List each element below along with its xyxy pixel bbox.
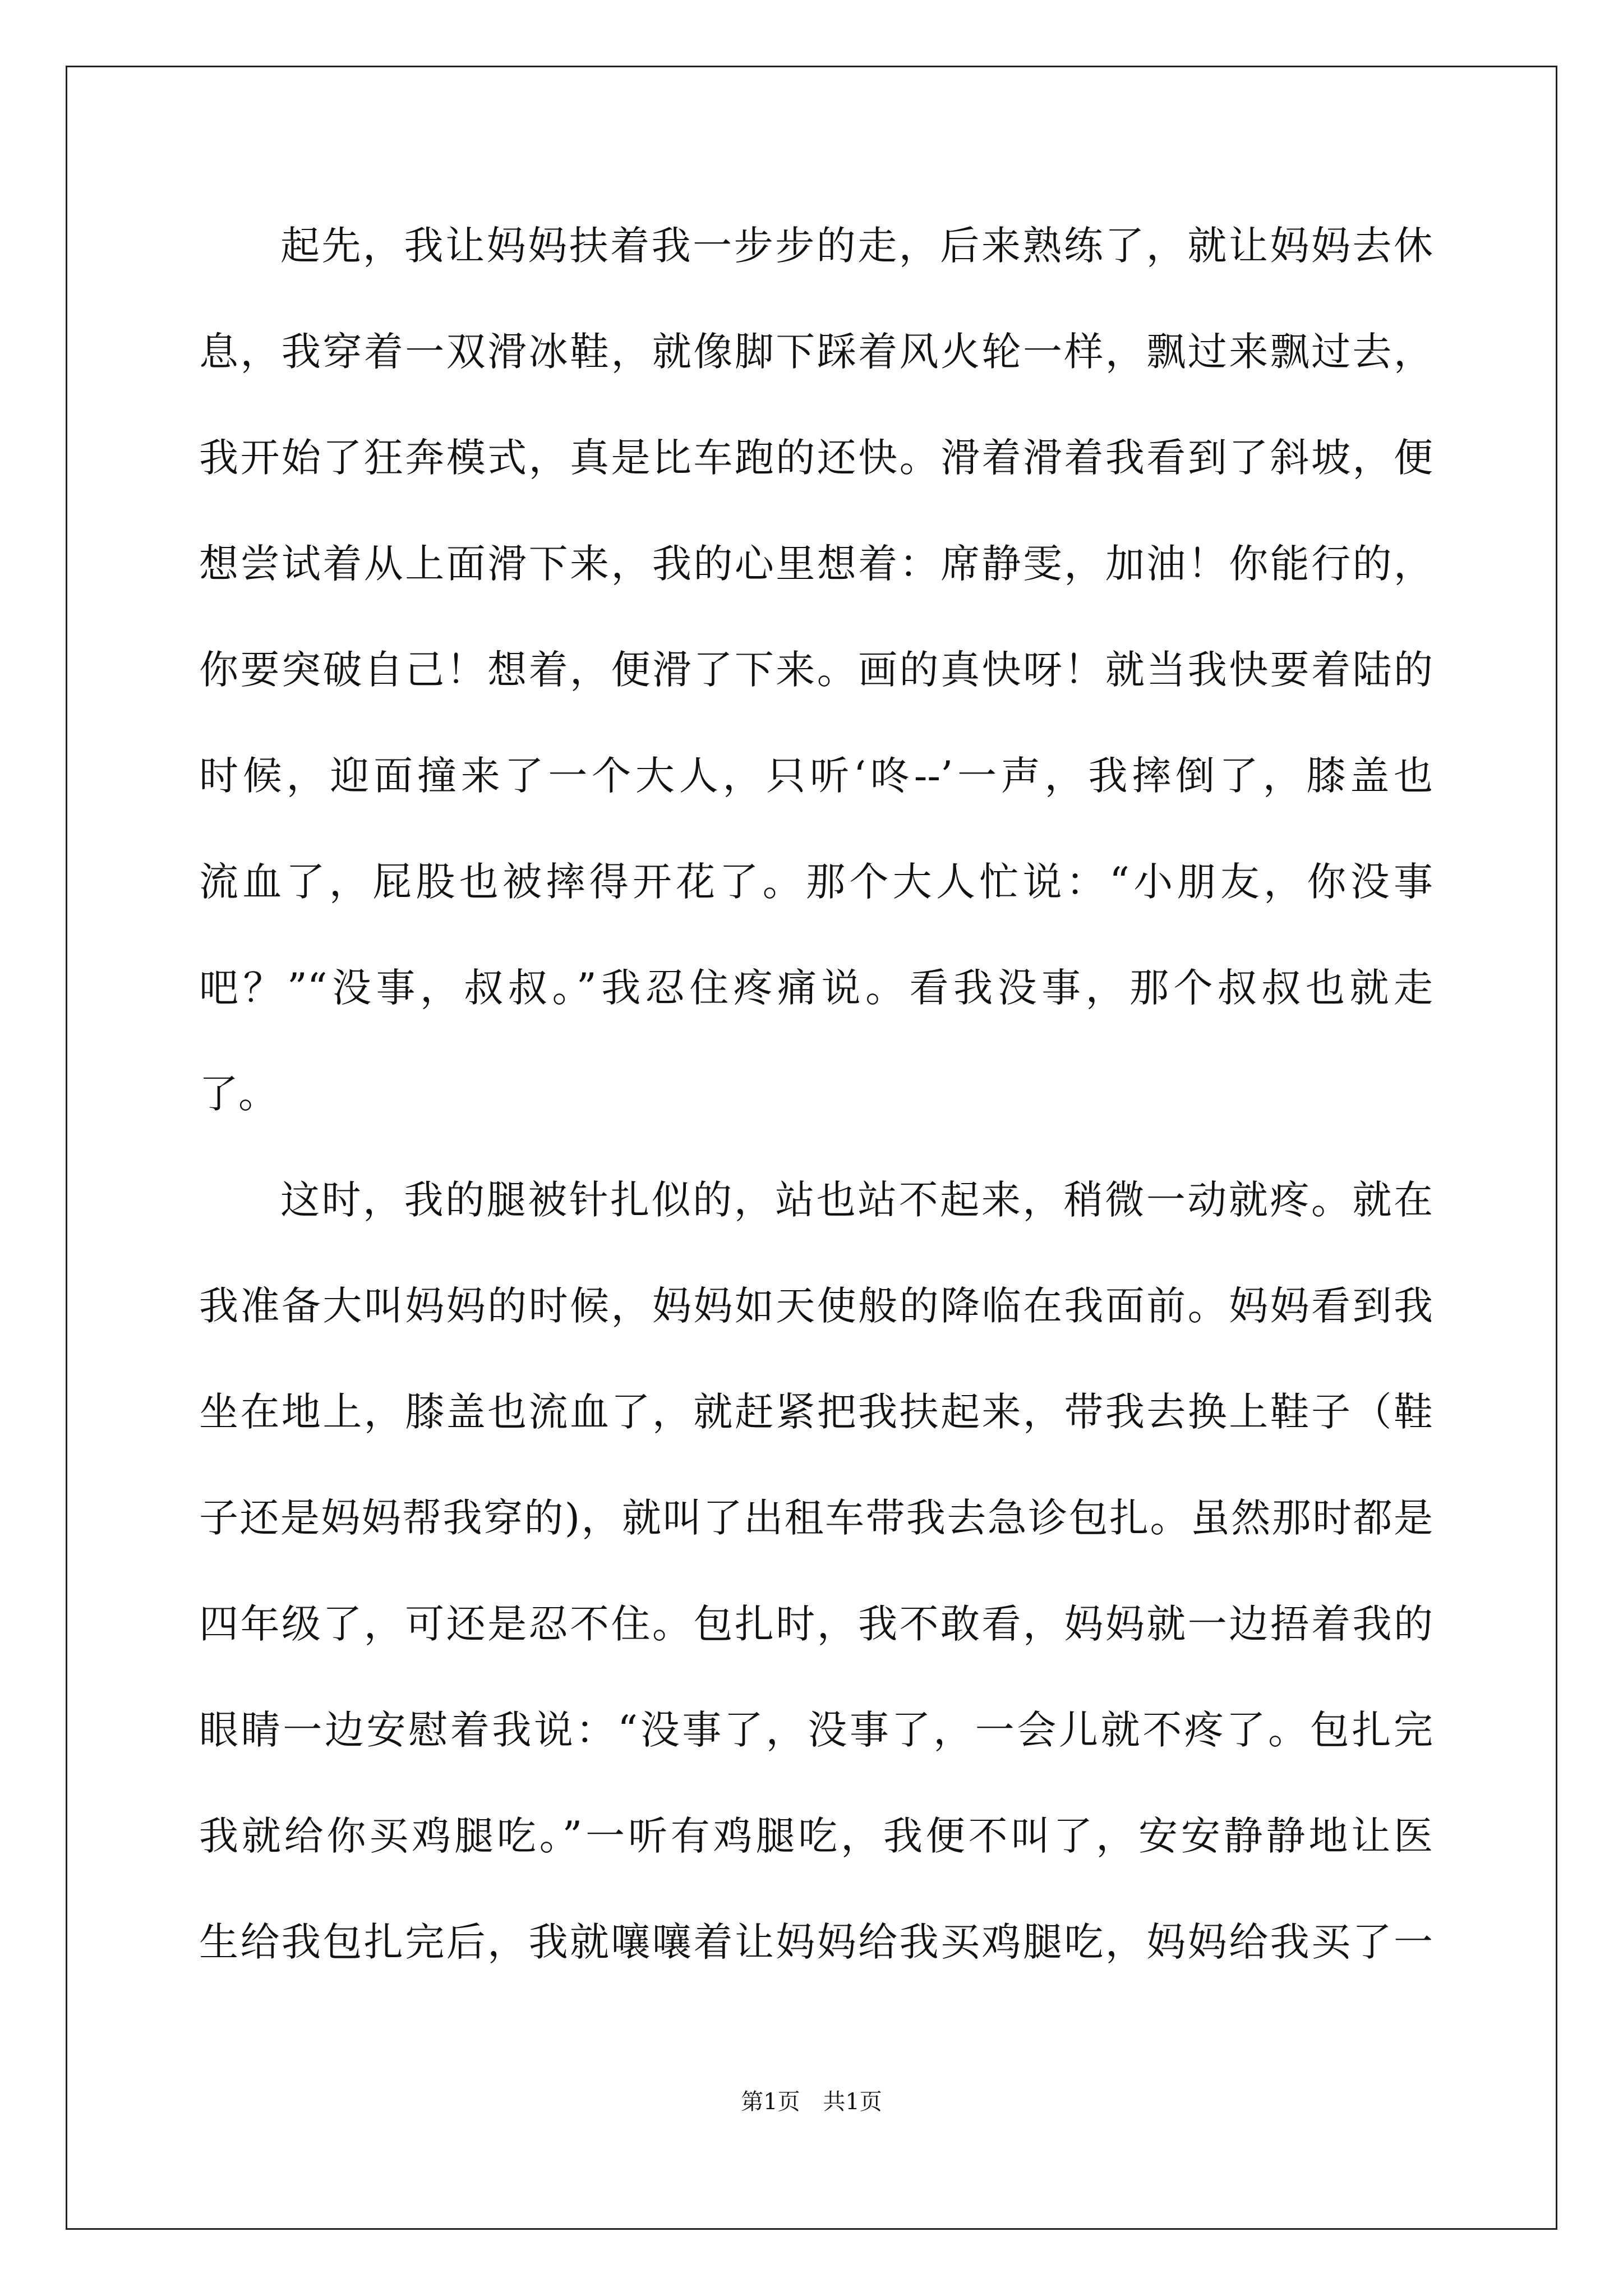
paragraph-2-line-3: 坐在地上，膝盖也流血了，就赶紧把我扶起来，带我去换上鞋子（鞋 bbox=[199, 1389, 1433, 1435]
paragraph-1-line-6: 时候，迎面撞来了一个大人，只听‘咚--’一声，我摔倒了，膝盖也 bbox=[199, 753, 1433, 799]
paragraph-1-line-7: 流血了，屁股也被摔得开花了。那个大人忙说：“小朋友，你没事 bbox=[199, 859, 1433, 905]
paragraph-1-line-4: 想尝试着从上面滑下来，我的心里想着：席静雯，加油！你能行的， bbox=[199, 541, 1433, 587]
page-footer bbox=[0, 2088, 1623, 2116]
paragraph-1-line-3: 我开始了狂奔模式，真是比车跑的还快。滑着滑着我看到了斜坡，便 bbox=[199, 435, 1433, 481]
paragraph-1-line-5: 你要突破自己！想着，便滑了下来。画的真快呀！就当我快要着陆的 bbox=[199, 647, 1433, 693]
paragraph-2-line-1: 这时，我的腿被针扎似的，站也站不起来，稍微一动就疼。就在 bbox=[280, 1177, 1433, 1223]
page-number: 第1页 bbox=[741, 2089, 800, 2115]
paragraph-1-line-9: 了。 bbox=[199, 1071, 278, 1117]
paragraph-1-line-1: 起先，我让妈妈扶着我一步步的走，后来熟练了，就让妈妈去休 bbox=[280, 223, 1433, 269]
paragraph-2-line-5: 四年级了，可还是忍不住。包扎时，我不敢看，妈妈就一边捂着我的 bbox=[199, 1601, 1433, 1647]
paragraph-2-line-7: 我就给你买鸡腿吃。”一听有鸡腿吃，我便不叫了，安安静静地让医 bbox=[199, 1813, 1433, 1859]
paragraph-1-line-8: 吧？”“没事，叔叔。”我忍住疼痛说。看我没事，那个叔叔也就走 bbox=[199, 965, 1433, 1011]
paragraph-1-line-2: 息，我穿着一双滑冰鞋，就像脚下踩着风火轮一样，飘过来飘过去， bbox=[199, 329, 1433, 375]
paragraph-2-line-2: 我准备大叫妈妈的时候，妈妈如天使般的降临在我面前。妈妈看到我 bbox=[199, 1283, 1433, 1329]
paragraph-2-line-4: 子还是妈妈帮我穿的)，就叫了出租车带我去急诊包扎。虽然那时都是 bbox=[199, 1495, 1433, 1541]
paragraph-2-line-8: 生给我包扎完后，我就嚷嚷着让妈妈给我买鸡腿吃，妈妈给我买了一 bbox=[199, 1919, 1433, 1965]
paragraph-2-line-6: 眼睛一边安慰着我说：“没事了，没事了，一会儿就不疼了。包扎完 bbox=[199, 1707, 1433, 1753]
page-total: 共1页 bbox=[823, 2089, 882, 2115]
page-border bbox=[66, 66, 1557, 2230]
